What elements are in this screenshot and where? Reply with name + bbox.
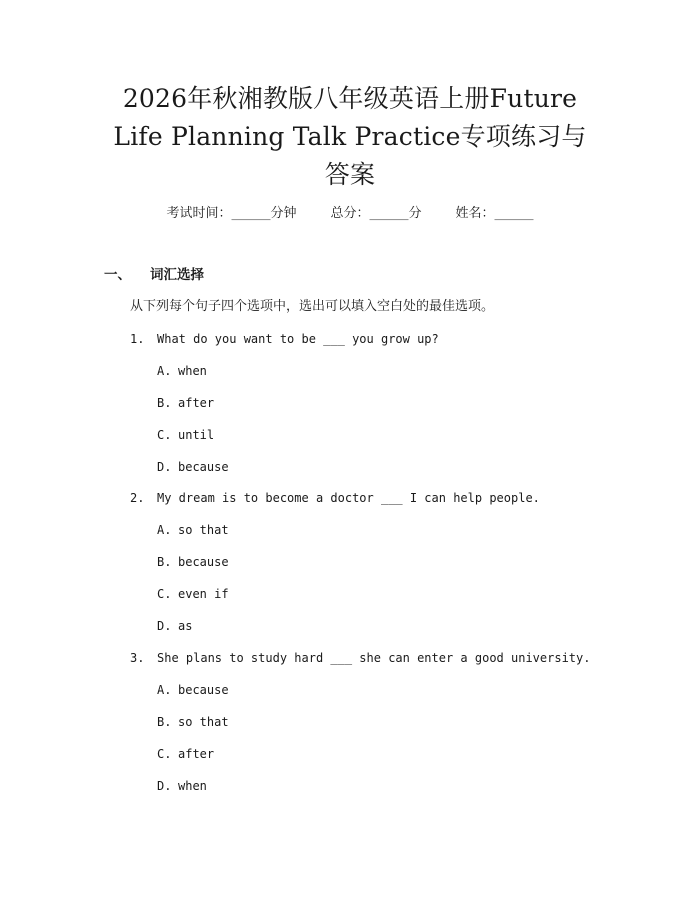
- option-letter: B.: [157, 555, 172, 569]
- option-letter: B.: [157, 715, 172, 729]
- option-letter: D.: [157, 460, 172, 474]
- option-text: after: [178, 747, 215, 761]
- section-number: 一、: [104, 267, 131, 283]
- option-1d: [157, 457, 229, 477]
- question-text: She plans to study hard ___ she can enter a good university.: [157, 651, 591, 665]
- question-3: [130, 648, 590, 668]
- exam-score: 总分：______分: [330, 206, 422, 221]
- option-2b: [157, 552, 229, 572]
- option-2d: [157, 616, 192, 636]
- option-1a: [157, 361, 207, 381]
- question-number: 3.: [130, 651, 145, 665]
- option-3a: [157, 680, 229, 700]
- option-letter: A.: [157, 364, 172, 378]
- question-2: [130, 488, 540, 508]
- option-letter: D.: [157, 619, 172, 633]
- option-letter: C.: [157, 747, 172, 761]
- option-text: so that: [178, 523, 229, 537]
- section-instruction: 从下列每个句子四个选项中，选出可以填入空白处的最佳选项。: [130, 299, 495, 314]
- exam-name: 姓名：______: [455, 206, 534, 221]
- option-1b: [157, 393, 214, 413]
- option-text: as: [178, 619, 193, 633]
- option-3c: [157, 744, 214, 764]
- question-text: My dream is to become a doctor ___ I can help people.: [157, 491, 540, 505]
- option-letter: C.: [157, 428, 172, 442]
- option-2a: [157, 520, 229, 540]
- option-letter: C.: [157, 587, 172, 601]
- option-text: because: [178, 683, 229, 697]
- option-text: after: [178, 396, 215, 410]
- section-heading: [104, 265, 204, 285]
- option-letter: D.: [157, 779, 172, 793]
- question-1: [130, 329, 439, 349]
- option-text: until: [178, 428, 215, 442]
- question-number: 2.: [130, 491, 145, 505]
- option-3b: [157, 712, 229, 732]
- option-text: because: [178, 460, 229, 474]
- option-1c: [157, 425, 214, 445]
- option-text: even if: [178, 587, 229, 601]
- question-number: 1.: [130, 332, 145, 346]
- exam-meta: [0, 204, 700, 224]
- option-3d: [157, 776, 207, 796]
- section-title: 词汇选择: [150, 267, 204, 283]
- title-line-1: 2026年秋湘教版八年级英语上册Future: [122, 84, 578, 113]
- option-text: when: [178, 364, 207, 378]
- document-title: [90, 80, 610, 194]
- option-2c: [157, 584, 229, 604]
- option-text: because: [178, 555, 229, 569]
- option-text: so that: [178, 715, 229, 729]
- option-text: when: [178, 779, 207, 793]
- exam-time: 考试时间：______分钟: [166, 206, 297, 221]
- question-text: What do you want to be ___ you grow up?: [157, 332, 439, 346]
- option-letter: B.: [157, 396, 172, 410]
- title-line-3: 答案: [324, 160, 376, 189]
- title-line-2: Life Planning Talk Practice专项练习与: [113, 122, 587, 151]
- option-letter: A.: [157, 683, 172, 697]
- option-letter: A.: [157, 523, 172, 537]
